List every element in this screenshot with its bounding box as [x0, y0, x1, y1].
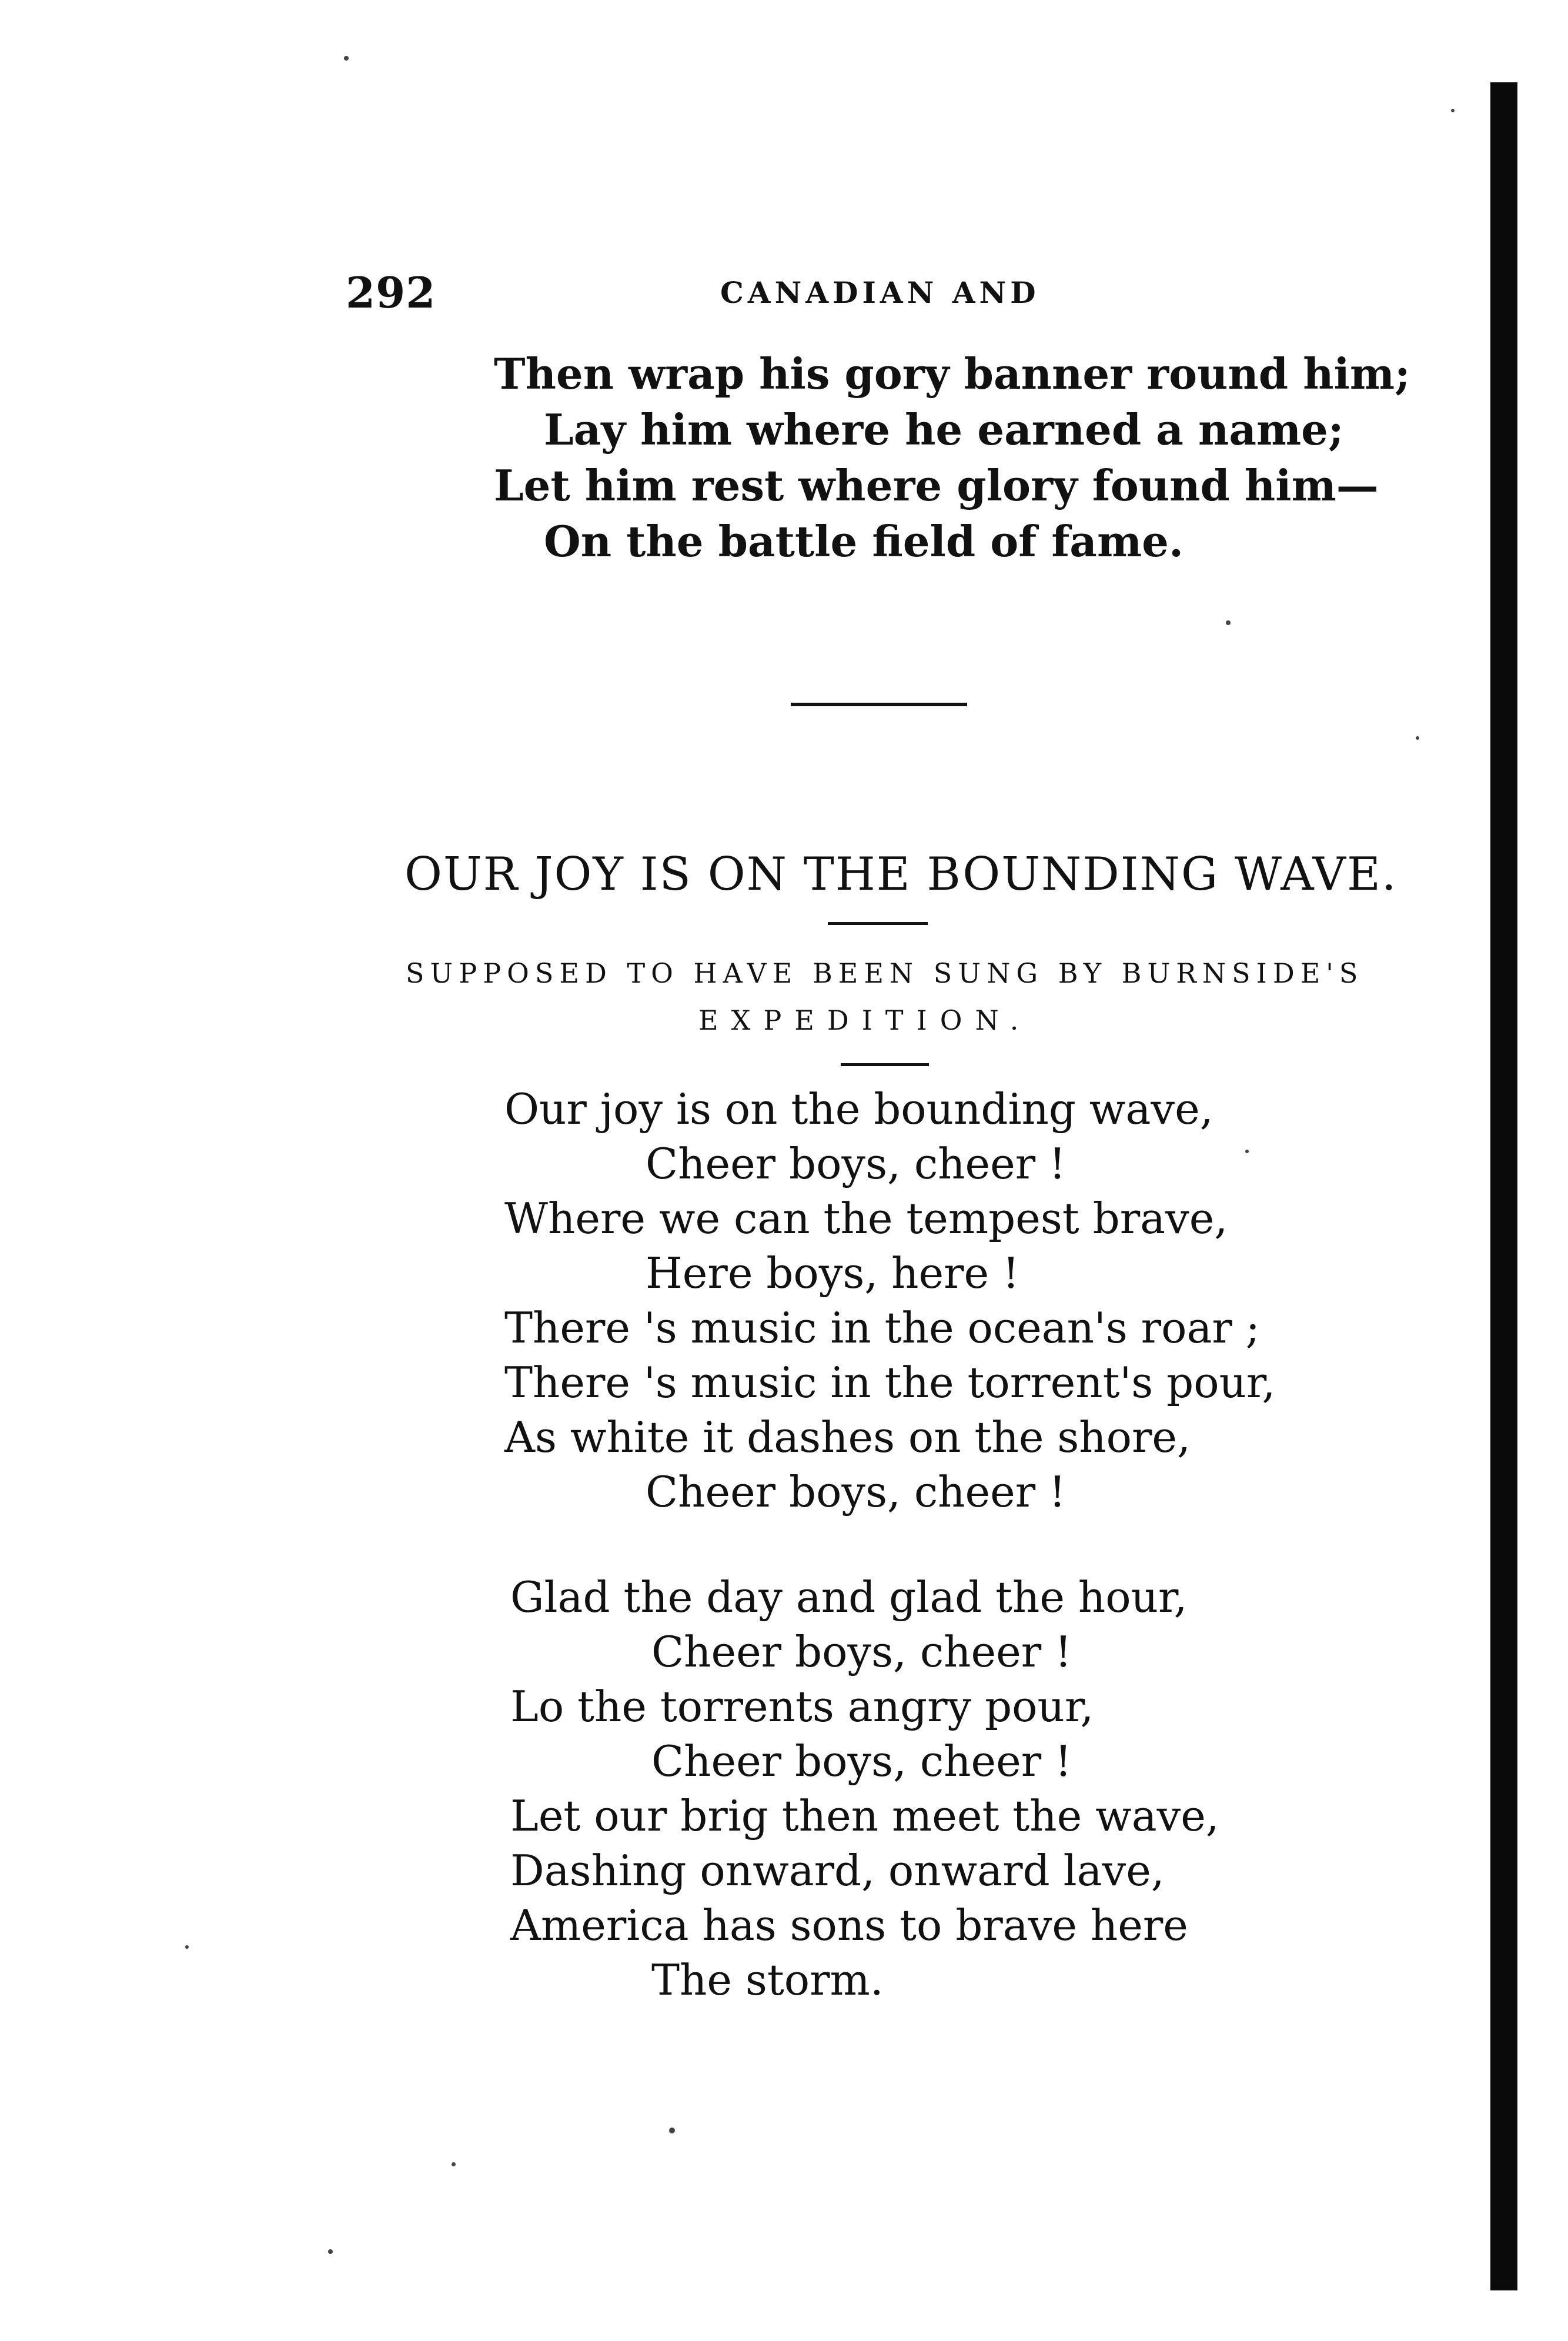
verse-line: As white it dashes on the shore, — [504, 1412, 1191, 1462]
print-speck — [669, 2128, 675, 2133]
verse-line: Cheer boys, cheer ! — [651, 1627, 1072, 1677]
title-rule — [828, 922, 928, 925]
verse-line: Then wrap his gory banner round him; — [494, 349, 1410, 399]
verse-line: Here boys, here ! — [646, 1248, 1019, 1298]
subtitle-rule — [841, 1063, 929, 1066]
print-speck — [1226, 620, 1231, 625]
running-head: CANADIAN AND — [720, 275, 1040, 310]
song-subtitle: SUPPOSED TO HAVE BEEN SUNG BY BURNSIDE'S — [406, 957, 1364, 989]
print-speck — [344, 56, 349, 61]
song-title: OUR JOY IS ON THE BOUNDING WAVE. — [404, 848, 1398, 901]
verse-line: Our joy is on the bounding wave, — [504, 1084, 1213, 1134]
print-speck — [1416, 736, 1419, 740]
verse-line: On the battle field of fame. — [544, 516, 1184, 566]
verse-line: There 's music in the torrent's pour, — [504, 1358, 1276, 1407]
verse-line: Lay him where he earned a name; — [544, 405, 1344, 455]
song-subtitle: EXPEDITION. — [698, 1004, 1032, 1036]
verse-line: The storm. — [651, 1955, 884, 2005]
print-speck — [328, 2249, 333, 2254]
verse-line: Cheer boys, cheer ! — [646, 1139, 1066, 1188]
verse-line: Dashing onward, onward lave, — [510, 1846, 1165, 1895]
print-speck — [452, 2162, 456, 2166]
print-speck — [185, 1945, 189, 1949]
print-speck — [1451, 109, 1455, 112]
verse-line: Let him rest where glory found him— — [494, 460, 1379, 510]
page-number: 292 — [346, 268, 436, 318]
verse-line: There 's music in the ocean's roar ; — [504, 1303, 1260, 1352]
verse-line: America has sons to brave here — [510, 1901, 1188, 1950]
verse-line: Lo the torrents angry pour, — [510, 1682, 1094, 1731]
verse-line: Glad the day and glad the hour, — [510, 1572, 1188, 1622]
section-divider — [791, 703, 967, 706]
page-edge-shadow — [1490, 82, 1517, 2290]
verse-line: Where we can the tempest brave, — [504, 1194, 1228, 1243]
verse-line: Cheer boys, cheer ! — [646, 1467, 1066, 1517]
verse-line: Cheer boys, cheer ! — [651, 1736, 1072, 1786]
verse-line: Let our brig then meet the wave, — [510, 1791, 1219, 1841]
print-speck — [1245, 1150, 1249, 1153]
